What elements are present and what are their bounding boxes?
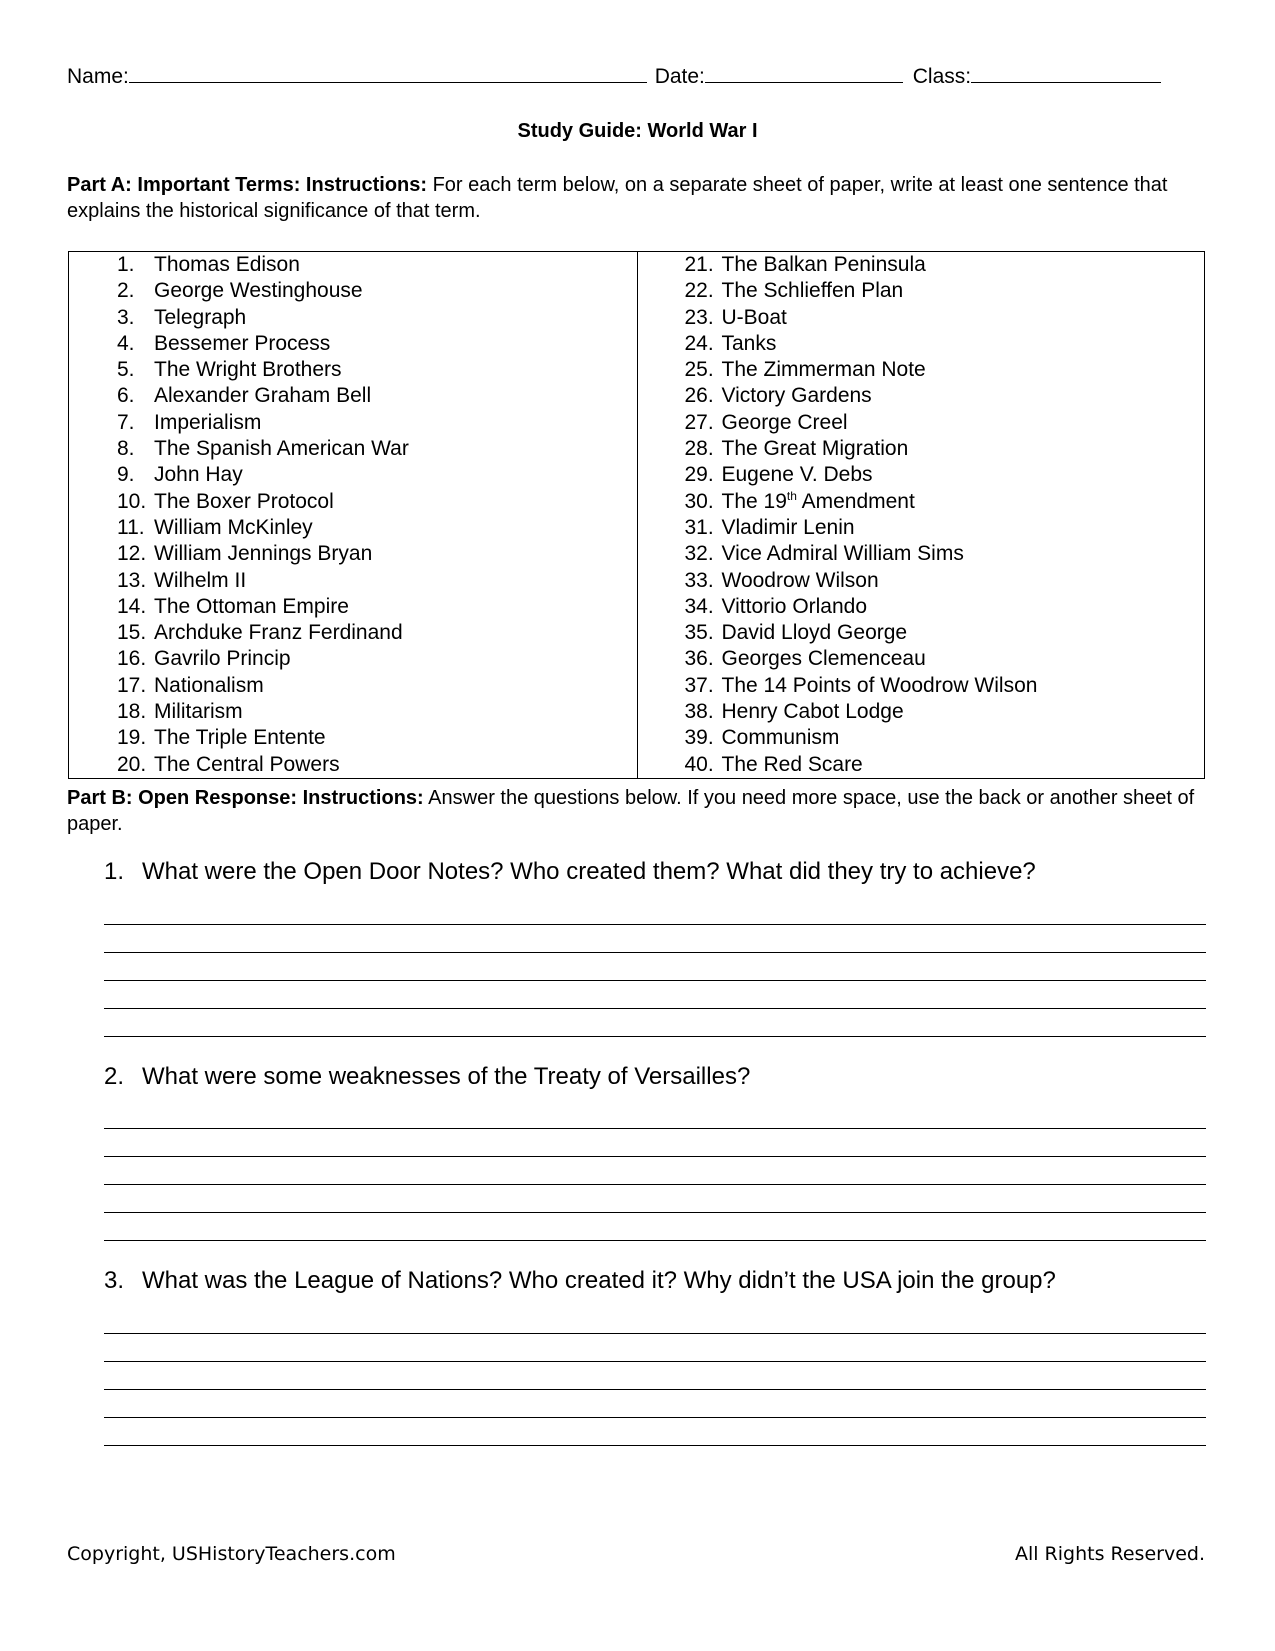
term-text-main: Alexander Graham Bell [154,384,372,408]
term-number: 28. [684,437,714,461]
term-text-main: David Lloyd George [721,621,908,645]
term-item [685,252,1205,278]
term-text [154,673,264,699]
term-number: 7. [117,410,135,434]
term-text-main: The Central Powers [154,752,340,776]
terms-table [68,251,1205,779]
term-text [154,252,300,278]
part-a-instructions [67,172,1207,224]
class-blank[interactable] [971,64,1161,83]
term-item [117,383,637,409]
part-b-heading: Part B: Open Response: Instructions: [67,787,424,809]
term-number: 23. [684,305,714,329]
term-number: 38. [684,700,714,724]
term-text-main: Eugene V. Debs [721,463,873,487]
term-text [154,331,330,357]
term-number: 40. [684,752,714,776]
term-number: 17. [117,673,147,697]
question-number: 1. [104,858,125,885]
term-item [117,541,637,567]
answer-line[interactable] [104,1156,1206,1157]
term-number: 29. [684,463,714,487]
question-text: What were some weaknesses of the Treaty of Versailles? [142,1063,751,1090]
term-item [117,620,637,646]
term-text-main: Telegraph [154,305,247,329]
term-text-after: Amendment [796,489,915,513]
term-number: 24. [684,331,714,355]
term-text-main: Archduke Franz Ferdinand [154,621,403,645]
answer-line[interactable] [104,1333,1206,1334]
question-3 [104,1267,1056,1295]
term-item [685,462,1205,488]
term-number: 18. [117,700,147,724]
page-title: Study Guide: World War I [517,120,758,142]
answer-line[interactable] [104,980,1206,981]
terms-right-column [638,252,1205,778]
term-number: 37. [684,673,714,697]
term-text [722,383,872,409]
term-text [154,699,243,725]
term-number: 16. [117,647,147,671]
term-text-main: Vice Admiral William Sims [721,542,964,566]
term-item [117,305,637,331]
term-item [685,357,1205,383]
term-number: 13. [117,568,147,592]
term-text [722,515,855,541]
terms-left-list [117,252,637,778]
term-item [117,278,637,304]
footer-copyright: Copyright, USHistoryTeachers.com [67,1543,396,1565]
term-text [722,725,840,751]
answer-line[interactable] [104,1036,1206,1037]
term-number: 12. [117,542,147,566]
answer-line[interactable] [104,1212,1206,1213]
term-text-main: John Hay [154,463,243,487]
term-item [685,436,1205,462]
name-label: Name: [67,65,129,88]
answer-line[interactable] [104,1240,1206,1241]
date-blank[interactable] [705,64,903,83]
term-text [722,620,908,646]
term-text [722,541,964,567]
term-text-main: William McKinley [154,515,313,539]
term-text [722,357,926,383]
term-text [722,699,904,725]
term-text-main: The 14 Points of Woodrow Wilson [721,673,1038,697]
term-number: 34. [684,594,714,618]
term-text-main: Gavrilo Princip [154,647,291,671]
term-text [722,462,873,488]
term-text-main: The Ottoman Empire [154,594,349,618]
terms-left-column [69,252,638,778]
term-text [722,752,863,778]
term-text-main: George Creel [721,410,848,434]
date-label: Date: [654,65,705,88]
term-number: 3. [117,305,135,329]
term-text [154,646,291,672]
term-text [154,410,261,436]
term-number: 35. [684,621,714,645]
term-number: 39. [684,726,714,750]
term-text-main: George Westinghouse [154,279,363,303]
footer-rights: All Rights Reserved. [1014,1543,1205,1565]
terms-right-list [685,252,1205,778]
term-number: 20. [117,752,147,776]
term-superscript: th [786,488,797,503]
term-text [154,278,363,304]
term-text-main: The Great Migration [721,437,909,461]
term-text [722,646,926,672]
term-text [154,620,403,646]
term-text [722,410,848,436]
term-text-main: Tanks [721,331,777,355]
term-text-main: Bessemer Process [154,331,331,355]
term-text [154,383,371,409]
answer-line[interactable] [104,1184,1206,1185]
answer-line[interactable] [104,1128,1206,1129]
part-a-text: For each term below, on a separate sheet of paper, write at least one sentence that explains the historical significance of that term. [67,174,1168,222]
term-item [117,489,637,515]
term-text-main: Vittorio Orlando [721,594,868,618]
answer-line[interactable] [104,1389,1206,1390]
term-text [722,568,879,594]
term-item [685,515,1205,541]
term-item [117,699,637,725]
term-text [154,752,340,778]
term-number: 6. [117,384,135,408]
term-number: 33. [684,568,714,592]
term-text [722,278,904,304]
answer-line[interactable] [104,1417,1206,1418]
term-text [154,515,313,541]
term-text [154,436,409,462]
term-text [722,673,1038,699]
term-text-main: Thomas Edison [154,253,300,276]
term-item [685,620,1205,646]
part-b-instructions [67,785,1207,837]
term-item [685,278,1205,304]
term-text [722,594,868,620]
term-text [154,489,334,515]
term-item [685,752,1205,778]
term-item [117,331,637,357]
term-number: 21. [684,253,714,276]
term-item [685,331,1205,357]
term-text [154,305,246,331]
term-text-main: The 19 [721,489,787,513]
term-number: 5. [117,358,135,382]
term-number: 30. [684,489,714,513]
question-number: 3. [104,1267,125,1294]
term-number: 25. [684,358,714,382]
term-text-main: The Balkan Peninsula [721,253,926,276]
term-text [722,331,777,357]
term-number: 11. [117,515,145,539]
term-number: 8. [117,437,135,461]
answer-line[interactable] [104,1008,1206,1009]
question-text: What were the Open Door Notes? Who created them? What did they try to achieve? [142,858,1036,885]
term-text-main: William Jennings Bryan [154,542,373,566]
term-item [117,436,637,462]
term-text-main: Woodrow Wilson [721,568,879,592]
term-number: 1. [117,253,135,276]
term-text [154,462,243,488]
term-number: 14. [117,594,147,618]
term-text-main: Victory Gardens [721,384,872,408]
term-text-main: The Wright Brothers [154,358,342,382]
term-item [685,725,1205,751]
term-item [685,594,1205,620]
term-item [117,752,637,778]
term-number: 32. [684,542,714,566]
term-text [154,357,342,383]
term-number: 15. [117,621,147,645]
term-text [154,594,349,620]
term-item [117,462,637,488]
term-item [685,410,1205,436]
term-item [685,646,1205,672]
term-item [117,252,637,278]
term-text [722,489,915,515]
term-item [685,541,1205,567]
term-item [685,383,1205,409]
term-text-main: Militarism [154,700,243,724]
term-item [685,673,1205,699]
answer-line[interactable] [104,1445,1206,1446]
term-number: 27. [684,410,714,434]
term-number: 4. [117,331,135,355]
question-2 [104,1063,750,1091]
term-number: 19. [117,726,147,750]
term-text-main: Wilhelm II [154,568,247,592]
term-text-main: The Boxer Protocol [154,489,334,513]
term-text-main: Imperialism [154,410,262,434]
term-item [117,357,637,383]
term-text-main: Communism [721,726,840,750]
header-fields [67,64,1207,89]
term-item [685,305,1205,331]
term-item [685,699,1205,725]
class-label: Class: [912,65,972,88]
answer-line[interactable] [104,1361,1206,1362]
term-text-main: U-Boat [721,305,787,329]
term-text-main: The Spanish American War [154,437,409,461]
term-number: 22. [684,279,714,303]
term-number: 36. [684,647,714,671]
term-text-main: Nationalism [154,673,264,697]
term-number: 9. [117,463,135,487]
question-text: What was the League of Nations? Who created it? Why didn’t the USA join the group? [142,1267,1056,1294]
term-number: 31. [684,515,714,539]
term-text-main: Henry Cabot Lodge [721,700,904,724]
term-item [117,410,637,436]
term-item [117,515,637,541]
term-text-main: The Zimmerman Note [721,358,926,382]
term-item [117,594,637,620]
question-number: 2. [104,1063,125,1090]
term-text [154,541,372,567]
term-text-main: Georges Clemenceau [721,647,926,671]
term-text [722,252,926,278]
term-item [685,489,1205,515]
answer-line[interactable] [104,952,1206,953]
part-a-heading: Part A: Important Terms: Instructions: [67,174,428,196]
name-blank[interactable] [129,64,647,83]
term-text [722,436,909,462]
term-text [722,305,787,331]
term-text-main: The Red Scare [721,752,863,776]
term-number: 10. [117,489,147,513]
term-item [117,673,637,699]
term-item [117,646,637,672]
answer-line[interactable] [104,924,1206,925]
term-number: 26. [684,384,714,408]
term-item [117,725,637,751]
part-b-text: Answer the questions below. If you need more space, use the back or another sheet of paper. [67,787,1195,835]
term-item [117,568,637,594]
term-text-main: The Triple Entente [154,726,326,750]
term-text-main: Vladimir Lenin [721,515,855,539]
term-number: 2. [117,279,135,303]
term-item [685,568,1205,594]
term-text [154,568,246,594]
term-text-main: The Schlieffen Plan [721,279,904,303]
question-1 [104,858,1036,886]
term-text [154,725,326,751]
